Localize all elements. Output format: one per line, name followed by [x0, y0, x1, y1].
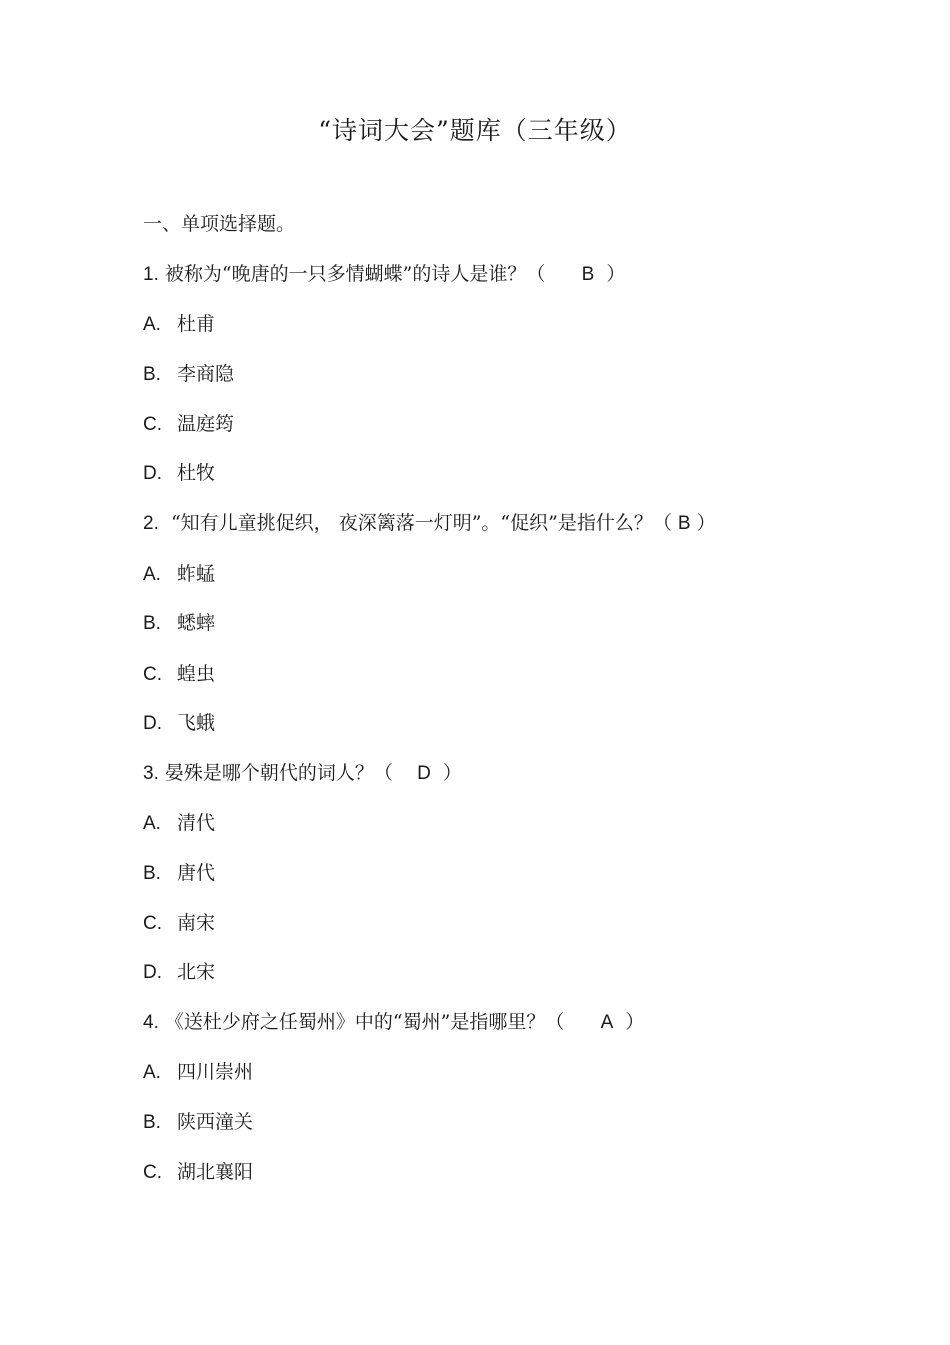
option-text: 四川崇州: [177, 1061, 254, 1083]
option-letter: D.: [143, 962, 162, 983]
option-letter: D.: [143, 463, 162, 484]
option-letter: B.: [143, 364, 161, 385]
question-4: [143, 1009, 644, 1036]
option-text: 飞蛾: [177, 712, 216, 734]
answer-letter: A: [600, 1012, 614, 1033]
option-text: 唐代: [177, 862, 216, 884]
answer-letter: B: [581, 264, 595, 285]
option: [143, 610, 215, 637]
question-text: 晏殊是哪个朝代的词人？（: [164, 762, 393, 784]
answer-letter: B: [677, 513, 691, 534]
option-text: 蟋蟀: [177, 612, 216, 634]
question-1: [143, 261, 625, 288]
option-text: 蝗虫: [177, 663, 216, 685]
option-letter: A.: [143, 813, 161, 834]
option-text: 北宋: [177, 961, 216, 983]
section-heading: 一、单项选择题。: [143, 213, 296, 235]
question-2: [143, 510, 716, 537]
option: [143, 1109, 253, 1136]
answer-close: ）: [625, 1011, 645, 1033]
question-3: [143, 760, 462, 787]
option: [143, 710, 215, 737]
question-text: 《送杜少府之任蜀州》中的“蜀州”是指哪里？（: [164, 1011, 565, 1033]
option: [143, 311, 215, 338]
option-text: 杜甫: [177, 313, 216, 335]
answer-close: ）: [442, 762, 462, 784]
question-text: 被称为“晚唐的一只多情蝴蝶”的诗人是谁？（: [164, 263, 546, 285]
option-letter: A.: [143, 564, 161, 585]
option-letter: B.: [143, 863, 161, 884]
option-letter: C.: [143, 913, 162, 934]
option-text: 清代: [177, 812, 216, 834]
option-text: 蚱蜢: [177, 563, 216, 585]
option-letter: C.: [143, 414, 162, 435]
document-title: “诗词大会”题库（三年级）: [318, 116, 632, 145]
option: [143, 411, 234, 438]
question-text: “知有儿童挑促织， 夜深篱落一灯明”。“促织”是指什么？（: [170, 512, 672, 534]
option-letter: A.: [143, 1062, 161, 1083]
option-text: 陕西潼关: [177, 1111, 254, 1133]
question-number: 2.: [143, 513, 159, 534]
question-number: 1.: [143, 264, 159, 285]
option: [143, 1059, 253, 1086]
option: [143, 661, 215, 688]
option-letter: A.: [143, 314, 161, 335]
answer-letter: D: [417, 763, 431, 784]
question-number: 4.: [143, 1012, 159, 1033]
option-letter: C.: [143, 1162, 162, 1183]
option-text: 温庭筠: [177, 413, 235, 435]
option: [143, 810, 215, 837]
answer-close: ）: [696, 512, 716, 534]
option: [143, 361, 234, 388]
option: [143, 959, 215, 986]
option-text: 南宋: [177, 912, 216, 934]
option-letter: C.: [143, 664, 162, 685]
option-text: 杜牧: [177, 462, 216, 484]
option-text: 湖北襄阳: [177, 1161, 254, 1183]
option-letter: B.: [143, 1112, 161, 1133]
option: [143, 860, 215, 887]
option: [143, 460, 215, 487]
question-number: 3.: [143, 763, 159, 784]
option: [143, 1159, 253, 1186]
option-letter: D.: [143, 713, 162, 734]
option-letter: B.: [143, 613, 161, 634]
option: [143, 910, 215, 937]
option: [143, 561, 215, 588]
answer-close: ）: [606, 263, 626, 285]
option-text: 李商隐: [177, 363, 235, 385]
